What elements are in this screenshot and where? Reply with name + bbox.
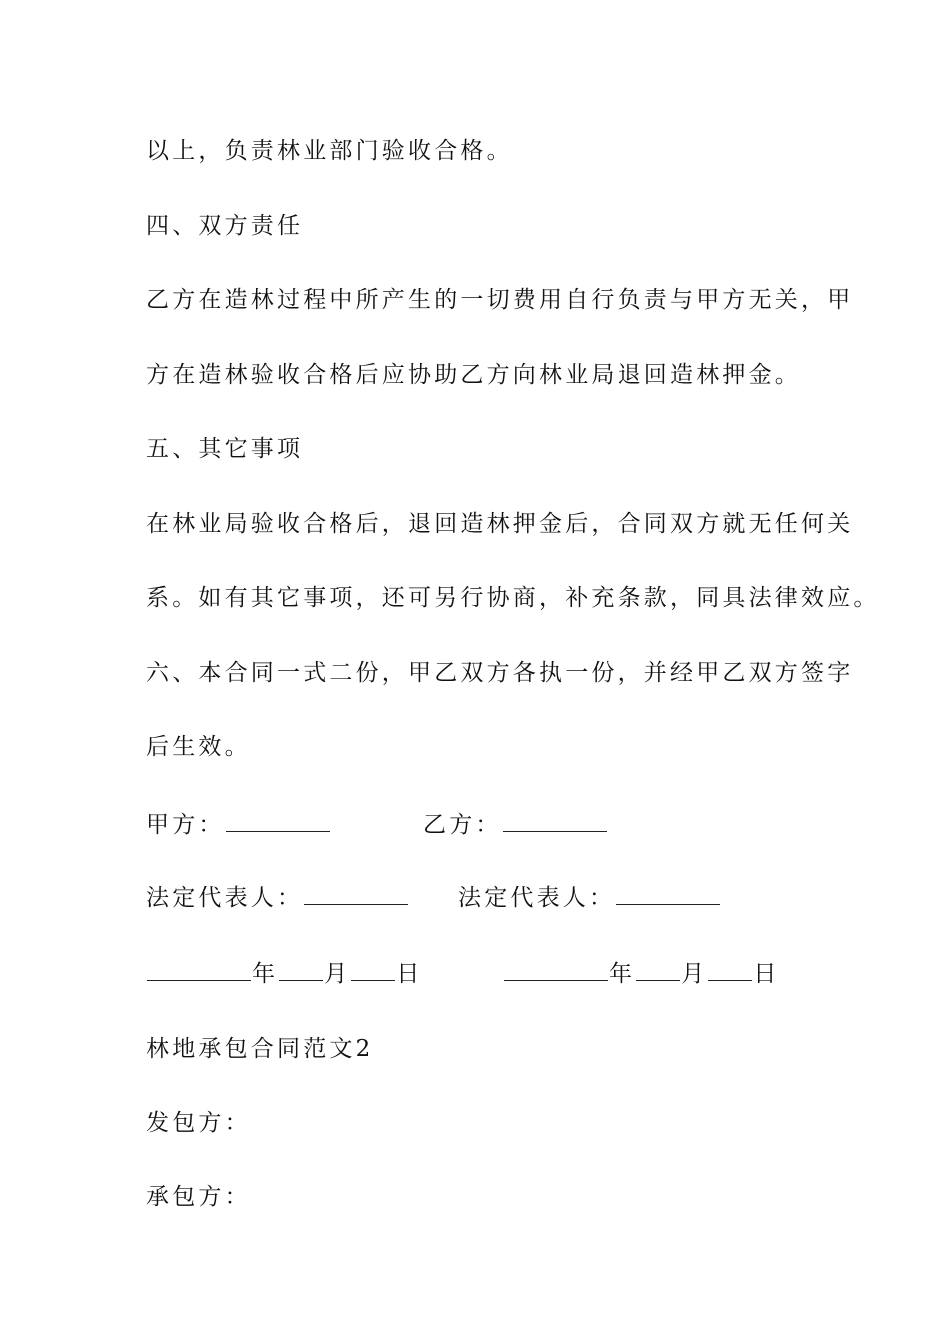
day-label: 日 xyxy=(396,961,423,987)
paragraph-line: 六、本合同一式二份，甲乙双方各执一份，并经甲乙双方签字 xyxy=(146,660,854,686)
month-blank xyxy=(279,958,323,981)
rep-b-label: 法定代表人： xyxy=(458,885,616,911)
issuer-label: 发包方： xyxy=(146,1110,251,1136)
party-a-blank xyxy=(226,809,330,832)
paragraph-line: 以上，负责林业部门验收合格。 xyxy=(146,138,513,164)
party-b-signature xyxy=(423,809,608,840)
year-label: 年 xyxy=(609,961,636,987)
contract-title-2: 林地承包合同范文2 xyxy=(146,1036,374,1062)
section-heading-other: 五、其它事项 xyxy=(146,436,304,462)
party-b-blank xyxy=(503,809,607,832)
paragraph-line: 在林业局验收合格后，退回造林押金后，合同双方就无任何关 xyxy=(146,511,854,537)
rep-b-blank xyxy=(616,882,720,905)
paragraph-line: 后生效。 xyxy=(146,734,251,760)
day-blank xyxy=(708,958,752,981)
rep-a-label: 法定代表人： xyxy=(146,885,304,911)
year-blank xyxy=(504,958,608,981)
month-blank xyxy=(636,958,680,981)
day-label: 日 xyxy=(753,961,780,987)
section-heading-duties: 四、双方责任 xyxy=(146,213,304,239)
month-label: 月 xyxy=(681,961,708,987)
year-blank xyxy=(147,958,251,981)
contractor-label: 承包方： xyxy=(146,1184,251,1210)
rep-b-signature xyxy=(458,882,721,913)
paragraph-line: 方在造林验收合格后应协助乙方向林业局退回造林押金。 xyxy=(146,362,801,388)
month-label: 月 xyxy=(324,961,351,987)
party-a-label: 甲方： xyxy=(146,812,225,838)
party-a-signature xyxy=(146,809,331,840)
date-b xyxy=(503,958,780,989)
rep-a-signature xyxy=(146,882,409,913)
date-a xyxy=(146,958,423,989)
paragraph-line: 乙方在造林过程中所产生的一切费用自行负责与甲方无关，甲 xyxy=(146,287,854,313)
rep-a-blank xyxy=(304,882,408,905)
paragraph-line: 系。如有其它事项，还可另行协商，补充条款，同具法律效应。 xyxy=(146,585,880,611)
year-label: 年 xyxy=(252,961,279,987)
party-b-label: 乙方： xyxy=(423,812,502,838)
day-blank xyxy=(351,958,395,981)
